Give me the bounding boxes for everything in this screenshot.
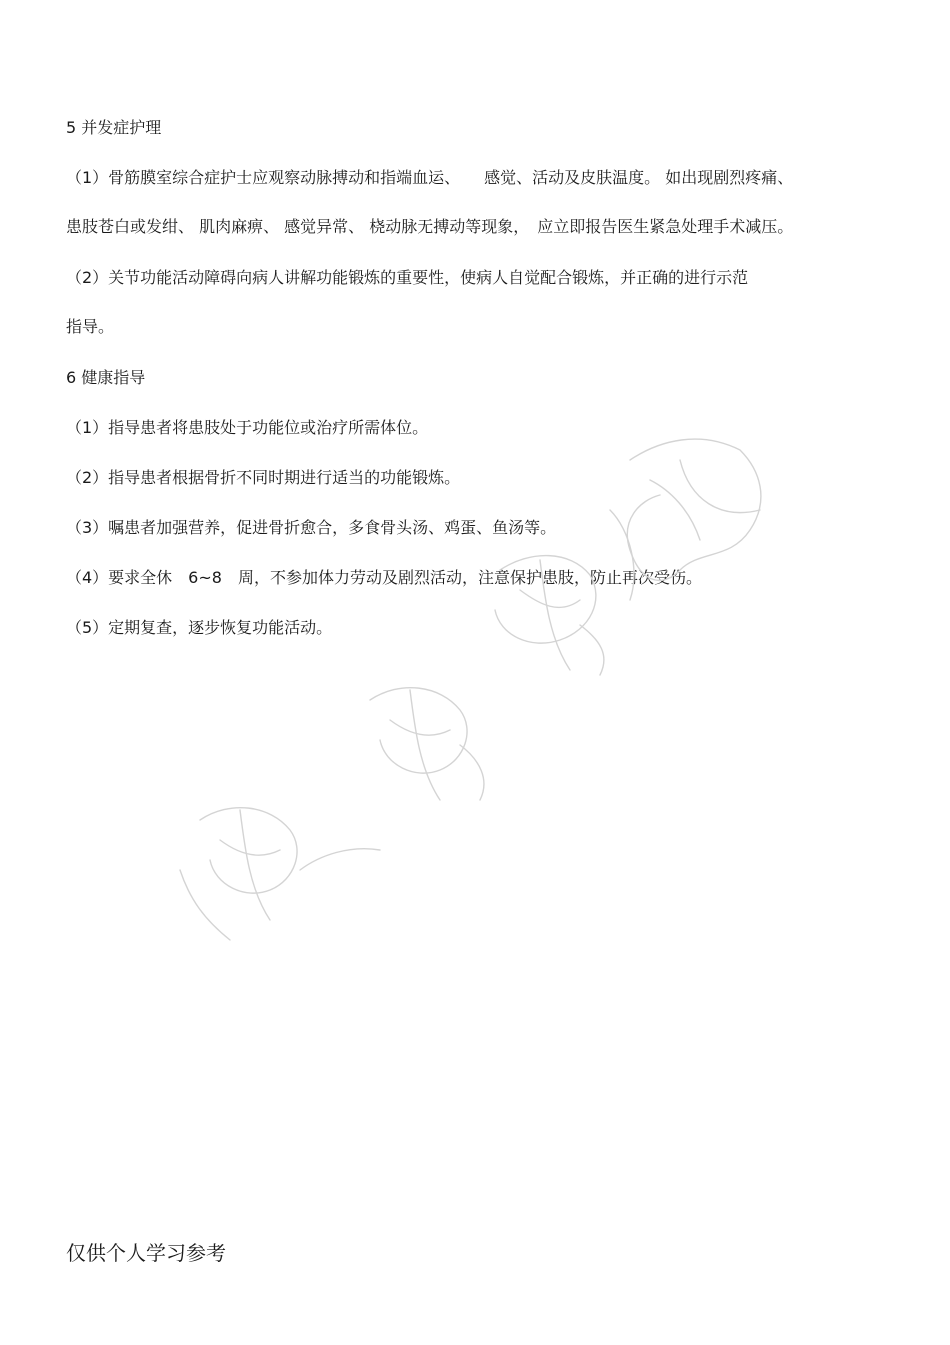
footer-note: 仅供个人学习参考 <box>66 1241 226 1265</box>
list-item: （4）要求全休 6~8 周，不参加体力劳动及剧烈活动，注意保护患肢，防止再次受伤。 <box>66 568 702 587</box>
section-heading-health-guidance: 6 健康指导 <box>66 368 146 387</box>
paragraph-line: （1）骨筋膜室综合症护士应观察动脉搏动和指端血运、 感觉、活动及皮肤温度。 如出现剧烈疼痛、 <box>66 168 794 187</box>
section-heading-complications: 5 并发症护理 <box>66 118 162 137</box>
list-item: （1）指导患者将患肢处于功能位或治疗所需体位。 <box>66 418 429 437</box>
list-item: （5）定期复查，逐步恢复功能活动。 <box>66 618 333 637</box>
paragraph-line: （2）关节功能活动障碍向病人讲解功能锻炼的重要性，使病人自觉配合锻炼，并正确的进行示范 <box>66 268 749 287</box>
list-item: （2）指导患者根据骨折不同时期进行适当的功能锻炼。 <box>66 468 461 487</box>
paragraph-line: 指导。 <box>66 317 115 336</box>
paragraph-line: 患肢苍白或发绀、 肌肉麻痹、 感觉异常、 桡动脉无搏动等现象， 应立即报告医生紧急处理手术减压。 <box>66 217 794 236</box>
list-item: （3）嘱患者加强营养，促进骨折愈合，多食骨头汤、鸡蛋、鱼汤等。 <box>66 518 557 537</box>
